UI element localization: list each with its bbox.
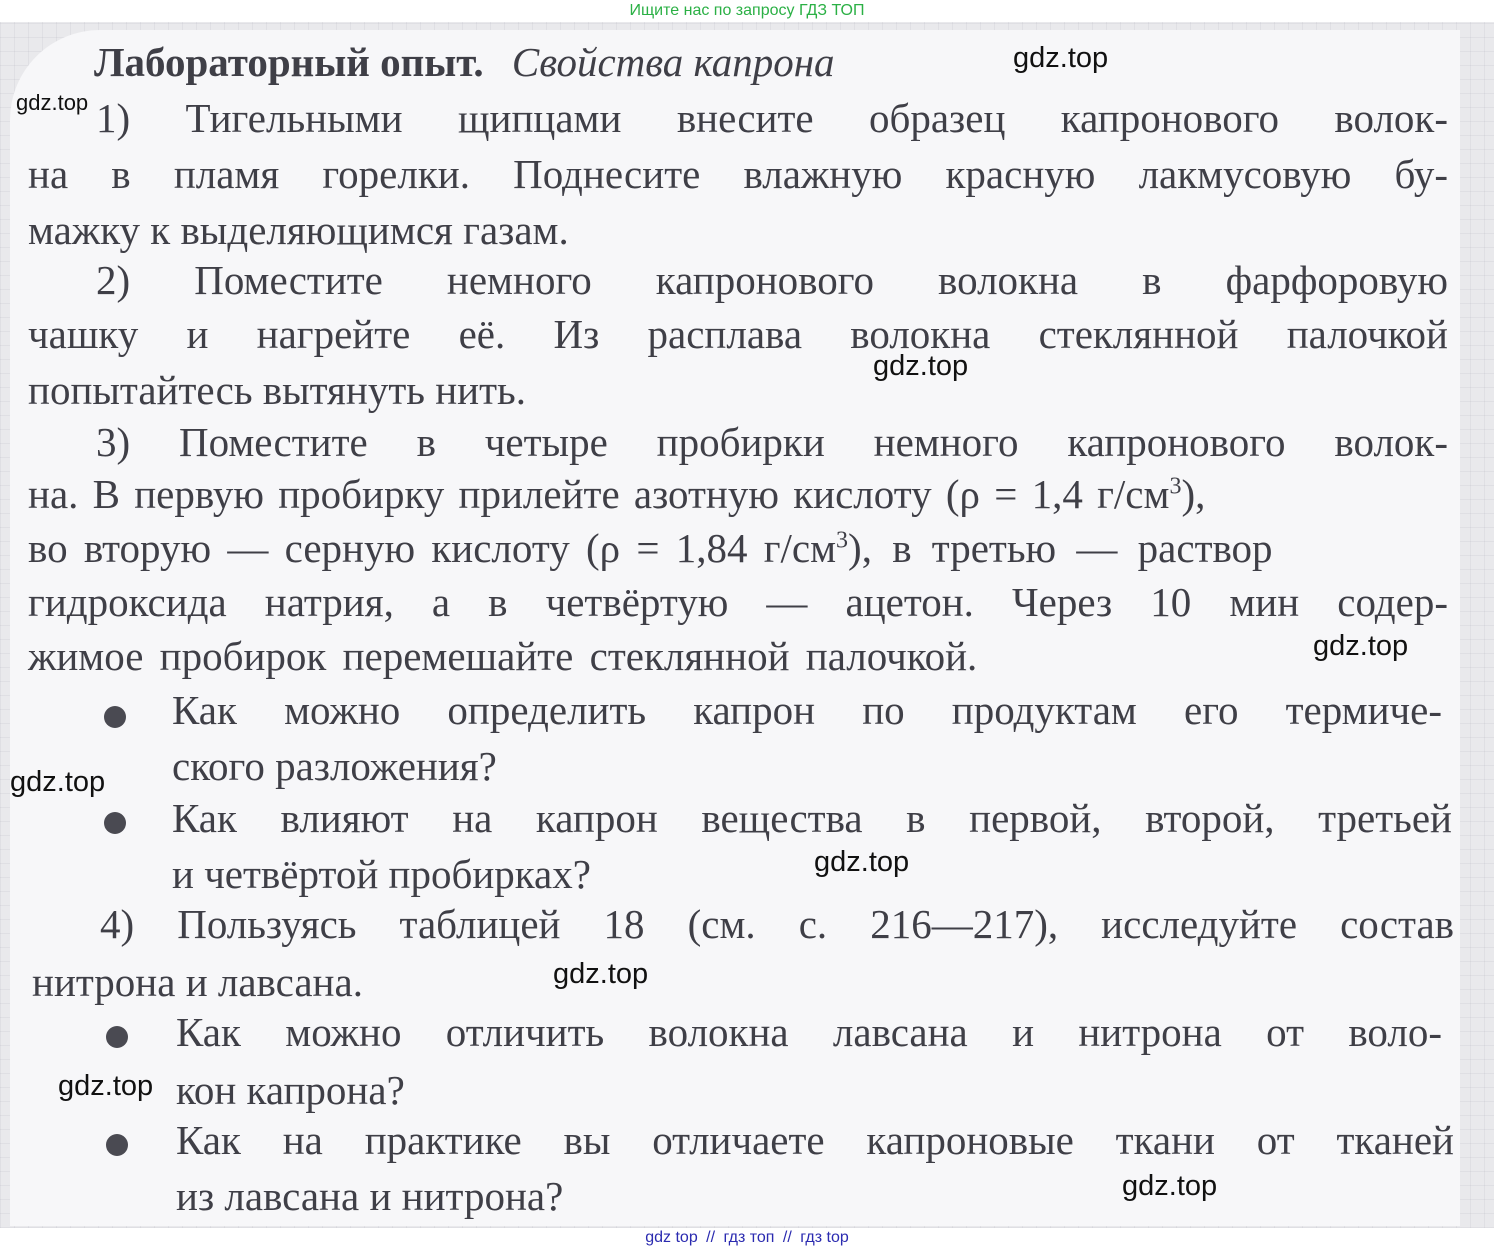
- step-1-line-2: на в пламя горелки. Поднесите влажную красную лакмусовую бу-: [28, 151, 1448, 197]
- step-3-line-4: гидроксида натрия, а в четвёртую — ацетон. Через 10 мин содер-: [28, 579, 1448, 625]
- watermark: gdz.top: [16, 90, 89, 115]
- step-2-line-2: чашку и нагрейте её. Из расплава волокна стеклянной палочкой: [28, 311, 1448, 357]
- watermark: gdz.top: [10, 766, 106, 798]
- step-3-line-3: [28, 524, 1448, 572]
- top-banner: Ищите нас по запросу ГДЗ ТОП: [629, 2, 865, 19]
- bullet-icon: [106, 1026, 128, 1048]
- step-4-line-2: нитрона и лавсана.: [32, 959, 363, 1005]
- watermark: gdz.top: [1013, 42, 1109, 74]
- step-3-line-1: 3) Поместите в четыре пробирки немного капронового волок-: [96, 419, 1448, 465]
- bottom-banner-part: gdz top: [645, 1229, 698, 1246]
- bottom-banner-sep: //: [706, 1229, 716, 1246]
- bottom-banner-sep: //: [782, 1229, 792, 1246]
- section-title: [28, 38, 1448, 86]
- question-3-line-2: кон капрона?: [176, 1067, 405, 1113]
- step-3-line-2-tail: ),: [1181, 471, 1206, 517]
- step-1-line-1: 1) Тигельными щипцами внесите образец капронового волок-: [96, 95, 1448, 141]
- bottom-banner-part: гдз top: [800, 1229, 849, 1246]
- question-4-line-2: из лавсана и нитрона?: [176, 1173, 564, 1219]
- question-2-line-1: Как влияют на капрон вещества в первой, второй, третьей: [172, 795, 1452, 841]
- question-1-line-1: Как можно определить капрон по продуктам его термиче-: [172, 687, 1442, 733]
- step-3-line-3-text: во вторую — серную кислоту (ρ = 1,84 г/см: [28, 525, 837, 571]
- step-3-line-3-tail: ), в третью — раствор: [848, 525, 1273, 571]
- step-3-line-5: жимое пробирок перемешайте стеклянной палочкой.: [28, 633, 978, 679]
- step-4-line-1: 4) Пользуясь таблицей 18 (см. с. 216—217), исследуйте состав: [100, 901, 1454, 947]
- bullet-icon: [104, 812, 126, 834]
- bottom-banner-part: гдз топ: [723, 1229, 775, 1246]
- watermark: gdz.top: [58, 1070, 154, 1102]
- bullet-icon: [106, 1134, 128, 1156]
- question-4-line-1: Как на практике вы отличаете капроновые ткани от тканей: [176, 1117, 1454, 1163]
- title-bold: Лабораторный опыт.: [94, 39, 484, 85]
- superscript-3b: 3: [836, 527, 849, 554]
- step-3-line-2: [28, 470, 1452, 518]
- step-2-line-3: попытайтесь вытянуть нить.: [28, 367, 526, 413]
- title-italic: Свойства капрона: [511, 39, 835, 85]
- step-2-line-1: 2) Поместите немного капронового волокна в фарфоровую: [96, 257, 1448, 303]
- bottom-banner: [0, 1229, 1494, 1247]
- step-3-line-2-text: на. В первую пробирку прилейте азотную кислоту (ρ = 1,4 г/см: [28, 471, 1170, 517]
- watermark: gdz.top: [553, 958, 649, 990]
- superscript-3: 3: [1169, 473, 1182, 500]
- question-3-line-1: Как можно отличить волокна лавсана и нитрона от воло-: [176, 1009, 1442, 1055]
- watermark: gdz.top: [873, 350, 969, 382]
- question-2-line-2: и четвёртой пробирках?: [172, 851, 591, 897]
- watermark: gdz.top: [1122, 1170, 1218, 1202]
- step-1-line-3: мажку к выделяющимся газам.: [28, 207, 569, 253]
- question-1-line-2: ского разложения?: [172, 743, 497, 789]
- watermark: gdz.top: [1313, 630, 1409, 662]
- watermark: gdz.top: [814, 846, 910, 878]
- bullet-icon: [104, 706, 126, 728]
